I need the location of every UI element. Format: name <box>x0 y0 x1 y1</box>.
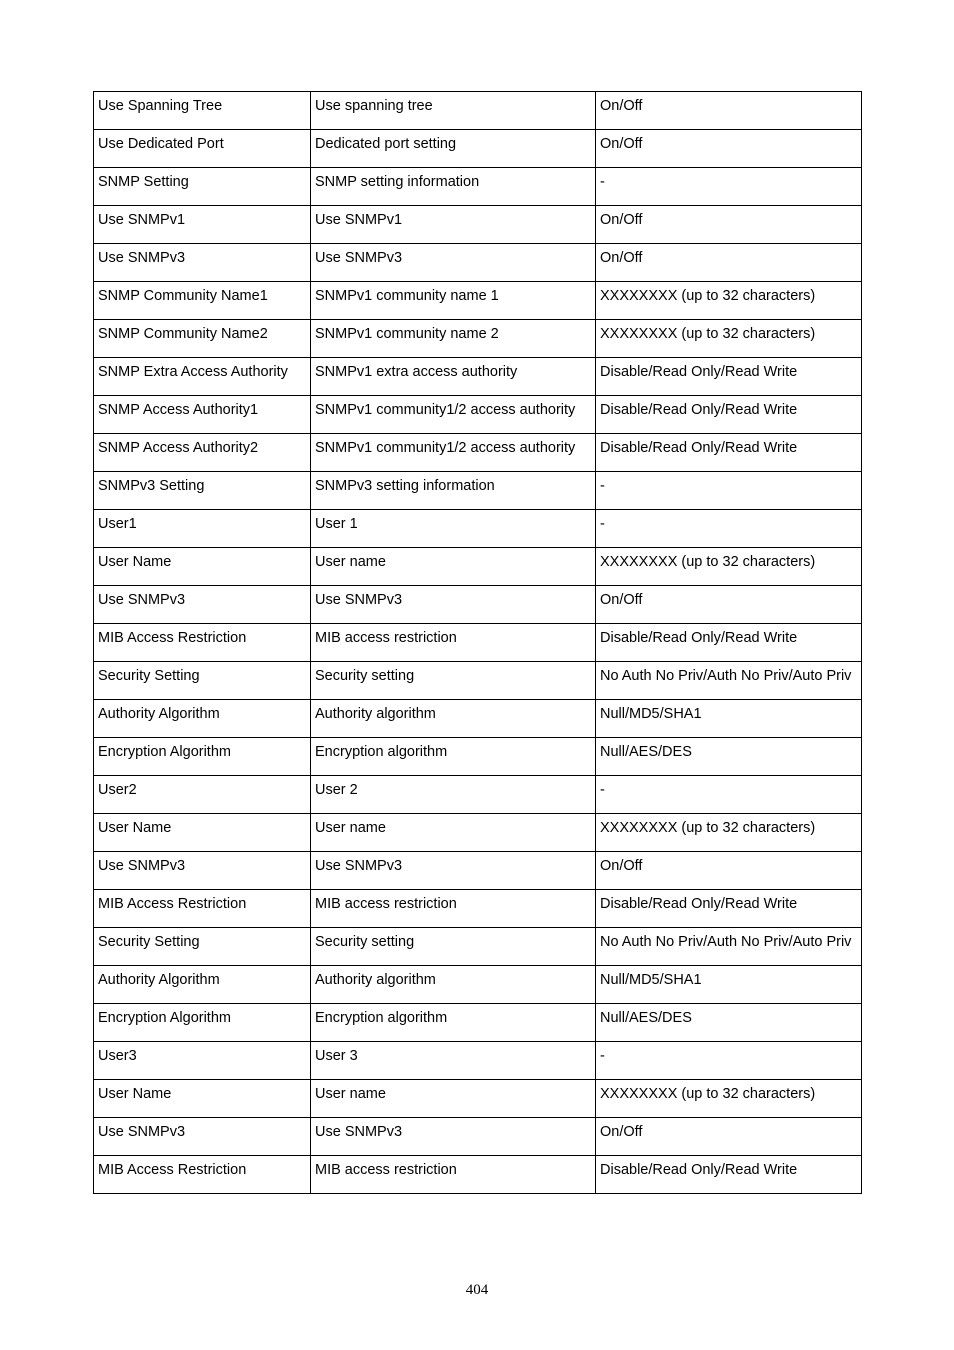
setting-name-cell: Use SNMPv1 <box>94 206 311 244</box>
setting-description-cell: Use spanning tree <box>311 92 596 130</box>
setting-value-cell: Disable/Read Only/Read Write <box>596 890 862 928</box>
setting-description-cell: SNMP setting information <box>311 168 596 206</box>
setting-description-cell: User name <box>311 548 596 586</box>
setting-name-cell: MIB Access Restriction <box>94 890 311 928</box>
setting-value-cell: Disable/Read Only/Read Write <box>596 396 862 434</box>
settings-table <box>93 91 862 1194</box>
setting-description-cell: MIB access restriction <box>311 624 596 662</box>
setting-description-cell: SNMPv1 community1/2 access authority <box>311 434 596 472</box>
table-row <box>94 244 862 282</box>
setting-description-cell: SNMPv1 extra access authority <box>311 358 596 396</box>
setting-value-cell: - <box>596 472 862 510</box>
table-row <box>94 1004 862 1042</box>
setting-description-cell: Authority algorithm <box>311 966 596 1004</box>
setting-name-cell: MIB Access Restriction <box>94 1156 311 1194</box>
setting-name-cell: User1 <box>94 510 311 548</box>
table-row <box>94 206 862 244</box>
table-row <box>94 92 862 130</box>
table-row <box>94 434 862 472</box>
table-row <box>94 282 862 320</box>
setting-description-cell: User 3 <box>311 1042 596 1080</box>
setting-value-cell: On/Off <box>596 130 862 168</box>
table-row <box>94 662 862 700</box>
setting-value-cell: On/Off <box>596 1118 862 1156</box>
setting-value-cell: No Auth No Priv/Auth No Priv/Auto Priv <box>596 928 862 966</box>
table-row <box>94 472 862 510</box>
table-row <box>94 358 862 396</box>
setting-value-cell: XXXXXXXX (up to 32 characters) <box>596 548 862 586</box>
setting-description-cell: Use SNMPv3 <box>311 244 596 282</box>
setting-description-cell: Use SNMPv3 <box>311 586 596 624</box>
table-row <box>94 852 862 890</box>
setting-name-cell: Authority Algorithm <box>94 966 311 1004</box>
setting-name-cell: Use Dedicated Port <box>94 130 311 168</box>
setting-description-cell: Security setting <box>311 928 596 966</box>
setting-description-cell: Encryption algorithm <box>311 738 596 776</box>
table-row <box>94 700 862 738</box>
table-row <box>94 624 862 662</box>
setting-name-cell: SNMP Community Name1 <box>94 282 311 320</box>
setting-value-cell: XXXXXXXX (up to 32 characters) <box>596 1080 862 1118</box>
setting-description-cell: Dedicated port setting <box>311 130 596 168</box>
table-row <box>94 320 862 358</box>
setting-description-cell: SNMPv1 community1/2 access authority <box>311 396 596 434</box>
table-row <box>94 548 862 586</box>
table-row <box>94 1080 862 1118</box>
setting-name-cell: Use SNMPv3 <box>94 852 311 890</box>
setting-name-cell: SNMP Extra Access Authority <box>94 358 311 396</box>
setting-description-cell: Security setting <box>311 662 596 700</box>
setting-value-cell: XXXXXXXX (up to 32 characters) <box>596 282 862 320</box>
setting-description-cell: User name <box>311 1080 596 1118</box>
setting-value-cell: No Auth No Priv/Auth No Priv/Auto Priv <box>596 662 862 700</box>
setting-name-cell: SNMP Setting <box>94 168 311 206</box>
setting-value-cell: Disable/Read Only/Read Write <box>596 358 862 396</box>
setting-value-cell: On/Off <box>596 244 862 282</box>
table-row <box>94 814 862 852</box>
setting-description-cell: SNMPv3 setting information <box>311 472 596 510</box>
setting-name-cell: SNMP Community Name2 <box>94 320 311 358</box>
settings-table-body <box>94 92 862 1194</box>
setting-value-cell: - <box>596 510 862 548</box>
setting-value-cell: On/Off <box>596 852 862 890</box>
setting-description-cell: Encryption algorithm <box>311 1004 596 1042</box>
setting-name-cell: User Name <box>94 1080 311 1118</box>
setting-name-cell: Security Setting <box>94 928 311 966</box>
setting-name-cell: Use SNMPv3 <box>94 586 311 624</box>
page-number: 404 <box>465 1282 489 1298</box>
setting-value-cell: - <box>596 776 862 814</box>
table-row <box>94 966 862 1004</box>
table-row <box>94 168 862 206</box>
setting-name-cell: User2 <box>94 776 311 814</box>
table-row <box>94 776 862 814</box>
table-row <box>94 586 862 624</box>
setting-description-cell: SNMPv1 community name 1 <box>311 282 596 320</box>
setting-value-cell: Disable/Read Only/Read Write <box>596 1156 862 1194</box>
setting-value-cell: XXXXXXXX (up to 32 characters) <box>596 814 862 852</box>
setting-name-cell: Authority Algorithm <box>94 700 311 738</box>
setting-value-cell: Null/AES/DES <box>596 1004 862 1042</box>
setting-value-cell: Null/MD5/SHA1 <box>596 966 862 1004</box>
setting-name-cell: User Name <box>94 814 311 852</box>
setting-name-cell: User3 <box>94 1042 311 1080</box>
setting-value-cell: XXXXXXXX (up to 32 characters) <box>596 320 862 358</box>
table-row <box>94 738 862 776</box>
setting-value-cell: On/Off <box>596 206 862 244</box>
setting-description-cell: User name <box>311 814 596 852</box>
table-row <box>94 396 862 434</box>
setting-description-cell: MIB access restriction <box>311 890 596 928</box>
table-row <box>94 890 862 928</box>
setting-value-cell: Null/AES/DES <box>596 738 862 776</box>
setting-name-cell: Security Setting <box>94 662 311 700</box>
setting-value-cell: On/Off <box>596 586 862 624</box>
table-row <box>94 1118 862 1156</box>
setting-description-cell: User 1 <box>311 510 596 548</box>
setting-name-cell: Encryption Algorithm <box>94 1004 311 1042</box>
setting-value-cell: Null/MD5/SHA1 <box>596 700 862 738</box>
table-row <box>94 1156 862 1194</box>
setting-value-cell: - <box>596 168 862 206</box>
table-row <box>94 928 862 966</box>
setting-name-cell: Use Spanning Tree <box>94 92 311 130</box>
setting-name-cell: Use SNMPv3 <box>94 244 311 282</box>
setting-description-cell: MIB access restriction <box>311 1156 596 1194</box>
setting-value-cell: Disable/Read Only/Read Write <box>596 624 862 662</box>
setting-value-cell: Disable/Read Only/Read Write <box>596 434 862 472</box>
setting-value-cell: On/Off <box>596 92 862 130</box>
setting-description-cell: Use SNMPv3 <box>311 852 596 890</box>
setting-description-cell: Authority algorithm <box>311 700 596 738</box>
setting-name-cell: Use SNMPv3 <box>94 1118 311 1156</box>
setting-description-cell: User 2 <box>311 776 596 814</box>
setting-name-cell: MIB Access Restriction <box>94 624 311 662</box>
table-row <box>94 510 862 548</box>
setting-name-cell: SNMP Access Authority1 <box>94 396 311 434</box>
setting-name-cell: User Name <box>94 548 311 586</box>
setting-value-cell: - <box>596 1042 862 1080</box>
setting-name-cell: SNMP Access Authority2 <box>94 434 311 472</box>
setting-description-cell: SNMPv1 community name 2 <box>311 320 596 358</box>
setting-name-cell: Encryption Algorithm <box>94 738 311 776</box>
setting-description-cell: Use SNMPv3 <box>311 1118 596 1156</box>
setting-name-cell: SNMPv3 Setting <box>94 472 311 510</box>
table-row <box>94 1042 862 1080</box>
table-row <box>94 130 862 168</box>
setting-description-cell: Use SNMPv1 <box>311 206 596 244</box>
